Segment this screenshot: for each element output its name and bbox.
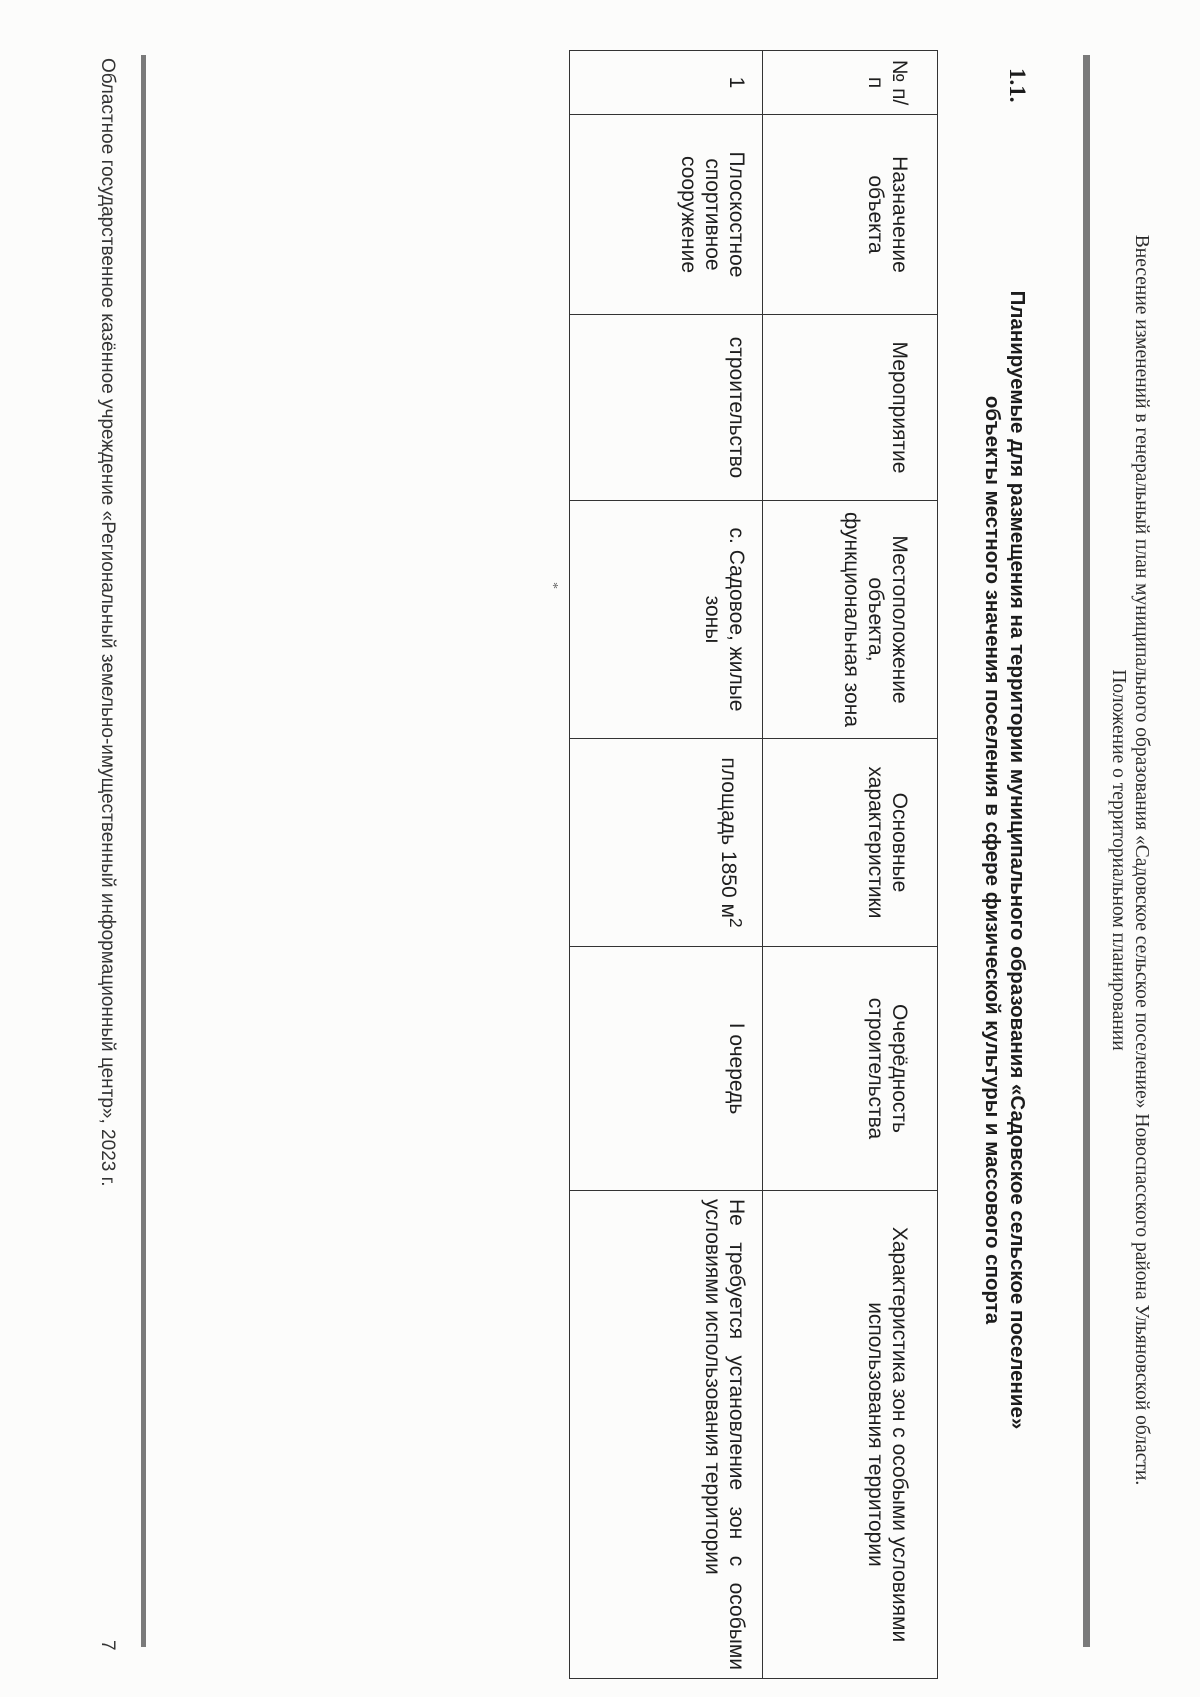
cell-zones: Не требуется установление зон с особыми условиями использования территории — [570, 1191, 763, 1679]
characteristics-value: площадь 1850 м — [717, 757, 740, 918]
column-header-number: № п/п — [763, 51, 938, 115]
footer-rule — [141, 55, 146, 1647]
column-header-characteristics: Основные характеристики — [763, 739, 938, 947]
table-header-row — [763, 51, 938, 1679]
stray-mark: * — [545, 582, 560, 589]
page-number: 7 — [97, 1640, 118, 1651]
running-header-subtitle: Положение о территориальном планировании — [1108, 669, 1129, 1051]
column-header-stage: Очерёдность строительства — [763, 947, 938, 1191]
cell-purpose: Плоскостное спортивное сооружение — [570, 115, 763, 315]
header-rule — [1083, 55, 1090, 1647]
cell-location: с. Садовое, жилые зоны — [570, 501, 763, 739]
column-header-zones: Характеристика зон с особыми условиями использования территории — [763, 1191, 938, 1679]
footer-text: Областное государственное казённое учреждение «Региональный земельно-имущественный информационный центр», 2023 г. — [97, 58, 118, 1187]
column-header-location: Местоположение объекта, функциональная зона — [763, 501, 938, 739]
cell-number: 1 — [570, 51, 763, 115]
section-title: Планируемые для размещения на территории муниципального образования «Садовское сельское поселение» объекты местного значения поселения в сфере физической культуры и массового спорта — [981, 290, 1029, 1430]
column-header-purpose: Назначение объекта — [763, 115, 938, 315]
column-header-action: Мероприятие — [763, 315, 938, 501]
characteristics-unit-exponent: 2 — [726, 917, 746, 928]
cell-characteristics — [570, 739, 763, 947]
cell-action: строительство — [570, 315, 763, 501]
table-row — [570, 51, 763, 1679]
running-header-title: Внесение изменений в генеральный план муниципального образования «Садовское сельское поселение» Новоспасского района Ульяновской области. — [1131, 234, 1152, 1486]
planned-objects-table — [569, 50, 938, 1679]
section-number: 1.1. — [1005, 68, 1030, 103]
cell-stage: I очередь — [570, 947, 763, 1191]
